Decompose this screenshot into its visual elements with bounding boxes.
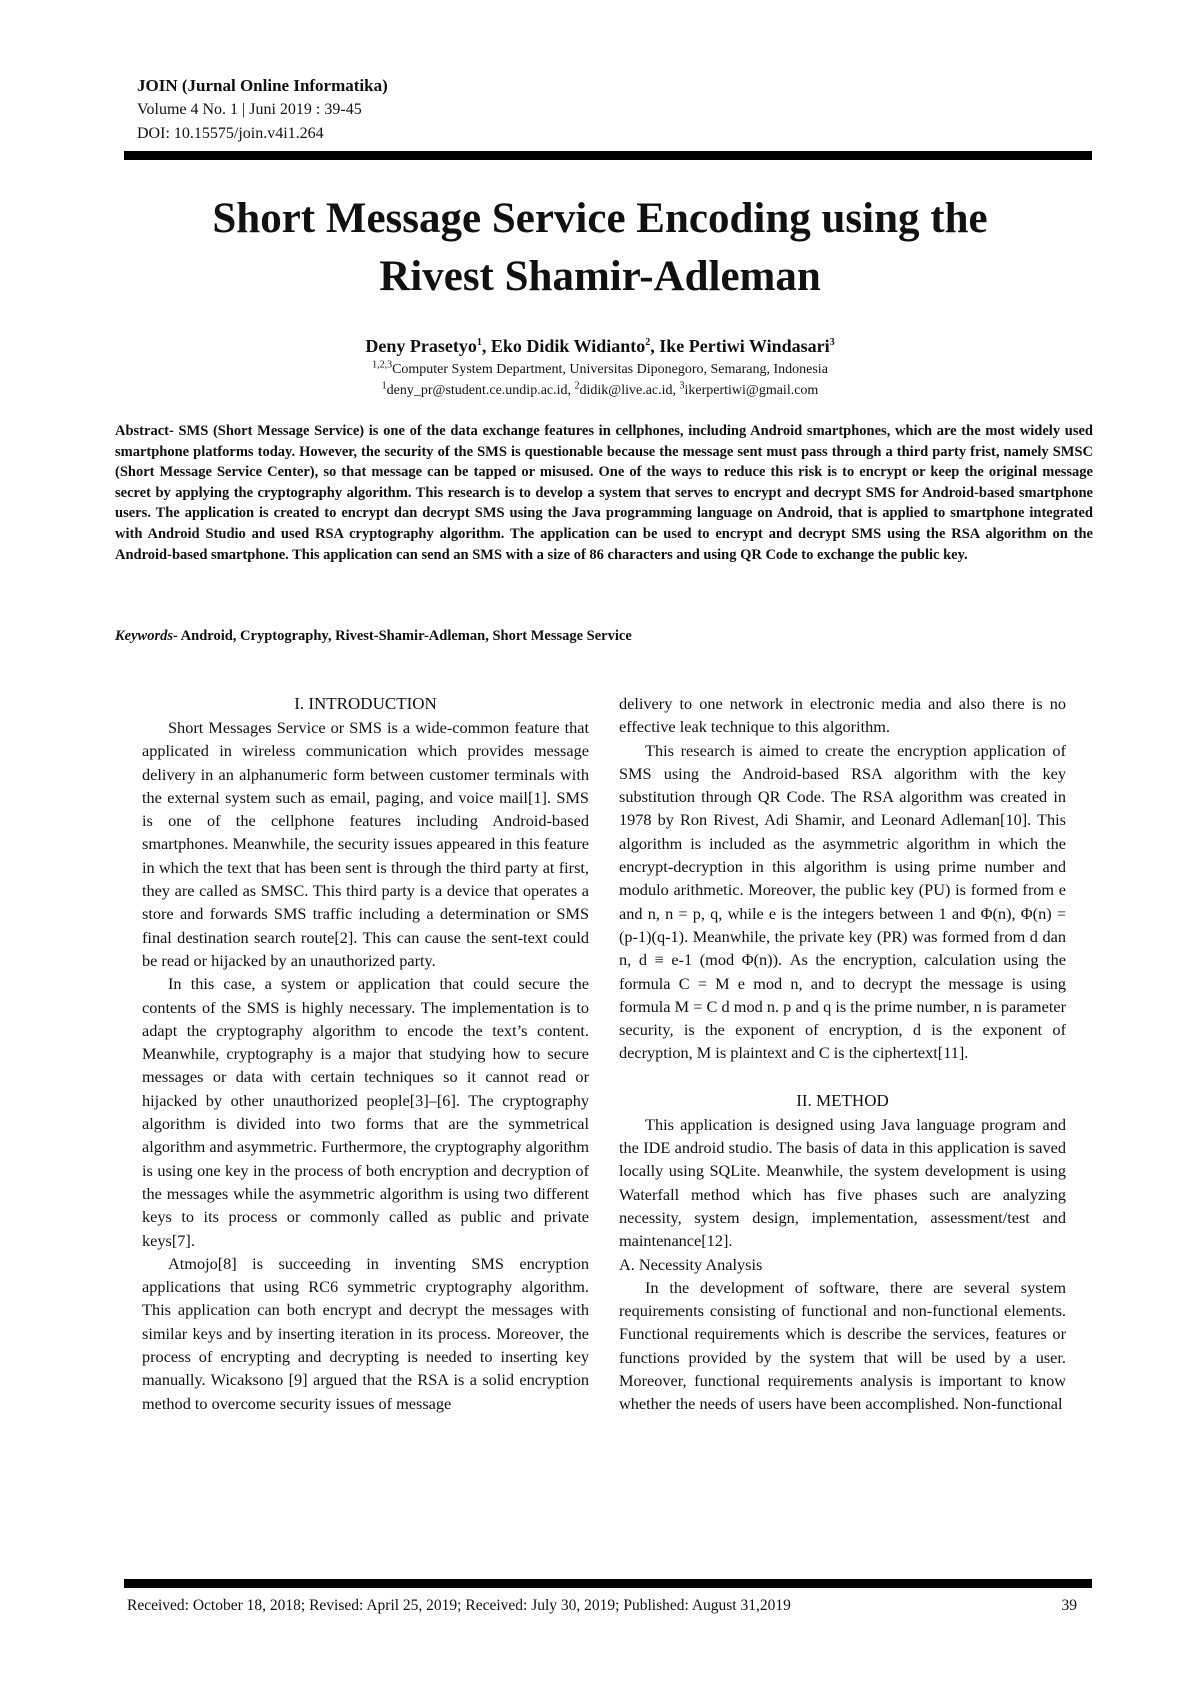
footer-dates: Received: October 18, 2018; Revised: April 25, 2019; Received: July 30, 2019; Published: August 31,2019 (127, 1597, 791, 1614)
email-3-sup: 3 (679, 380, 685, 392)
abstract: Abstract- SMS (Short Message Service) is one of the data exchange features in cellphones, including Android smartphones, which are the most widely used smartphone platforms today. However, the security of the SMS is questionable because the message sent must pass through a third party frist, namely SMSC (Short Message Service Center), so that message can be tapped or misused. One of the ways to reduce this risk is to encrypt or keep the original message secret by applying the cryptography algorithm. This research is to develop a system that serves to encrypt and decrypt SMS for Android-based smartphone users. The application is created to encrypt dan decrypt SMS using the Java programming language on Android, that is applied to smartphone integrated with Android Studio and used RSA cryptography algorithm. The application can be used to encrypt and decrypt SMS using the RSA algorithm on the Android-based smartphone. This application can send an SMS with a size of 86 characters and using QR Code to exchange the public key. (115, 423, 1093, 563)
author-3: Ike Pertiwi Windasari (659, 336, 830, 356)
journal-name: JOIN (Jurnal Online Informatika) (137, 76, 388, 95)
paragraph: delivery to one network in electronic media and also there is no effective leak technique to this algorithm. (619, 694, 1066, 737)
affiliation-text: Computer System Department, Universitas Diponegoro, Semarang, Indonesia (392, 362, 828, 377)
keywords-label: Keywords- (115, 628, 178, 644)
author-list: Deny Prasetyo$^1$, Eko Didik Widianto$^2$, Ike Pertiwi Windasari$^3$ (365, 336, 835, 356)
email-2: didik@live.ac.id, (579, 383, 677, 398)
paragraph: This research is aimed to create the encryption application of SMS using the Android-based RSA algorithm with the key substitution through QR Code. The RSA algorithm was created in 1978 by Ron Rivest, Adi Shamir, and Leonard Adleman[10]. This algorithm is included as the asymmetric algorithm in which the encrypt-decryption in this algorithm is using prime number and modulo arithmetic. Moreover, the public key (PU) is formed from e and n, n = p, q, while e is the integers between 1 and Φ(n), Φ(n) = (p-1)(q-1). Meanwhile, the private key (PR) was formed from d dan n, d ≡ e-1 (mod Φ(n)). As the encryption, calculation using the formula C = M e mod n, and to decrypt the message is using formula M = C d mod n. p and q is the prime number, n is parameter security, is the exponent of encryption, d is the exponent of decryption, M is plaintext and C is the ciphertext[11]. (619, 740, 1066, 1063)
email-3: ikerpertiwi@gmail.com (684, 383, 819, 398)
paper-title (100, 190, 1100, 306)
section-heading-introduction: I. INTRODUCTION (294, 694, 437, 713)
left-column (142, 692, 589, 1415)
journal-doi: DOI: 10.15575/join.v4i1.264 (137, 125, 324, 142)
author-2: Eko Didik Widianto (490, 336, 646, 356)
paragraph: In this case, a system or application that could secure the contents of the SMS is highly necessary. The implementation is to adapt the cryptography algorithm to encode the text’s content. Meanwhile, cryptography is a major that studying how to secure messages or data with certain techniques so it cannot read or hijacked by other unauthorized people[3]–[6]. The cryptography algorithm is divided into two forms that are the symmetrical algorithm and asymmetric. Furthermore, the cryptography algorithm is using one key in the process of both encryption and decryption of the messages while the asymmetric algorithm is using two different keys to its process or commonly called as public and private keys[7]. (142, 974, 589, 1250)
right-column (619, 692, 1066, 1416)
journal-volume: Volume 4 No. 1 | Juni 2019 : 39-45 (137, 101, 362, 118)
affiliation (100, 359, 1100, 380)
subsection-heading-necessity-analysis: A. Necessity Analysis (619, 1254, 763, 1274)
author-1-sup: 1 (476, 337, 482, 348)
keywords-text: Android, Cryptography, Rivest-Shamir-Adleman, Short Message Service (177, 628, 632, 644)
page-number: 39 (1061, 1597, 1077, 1614)
paragraph: Atmojo[8] is succeeding in inventing SMS encryption applications that using RC6 symmetric cryptography algorithm. This application can both encrypt and decrypt the messages with similar keys and by inserting iteration in its process. Moreover, the process of encrypting and decrypting is needed to inserting key manually. Wicaksono [9] argued that the RSA is a solid encryption method to overcome security issues of message (142, 1253, 589, 1413)
paragraph: Short Messages Service or SMS is a wide-common feature that applicated in wireless communication which provides message delivery in an alphanumeric form between customer terminals with the external system such as email, paging, and voice mail[1]. SMS is one of the cellphone features including Android-based smartphones. Meanwhile, the security issues appeared in this feature in which the text that has been sent is through the third party at first, they are called as SMSC. This third party is a device that operates a store and forwards SMS traffic including a determination or SMS final destination search route[2]. This can cause the sent-text could be read or hijacked by an unauthorized party. (142, 718, 589, 970)
email-2-sup: 2 (574, 380, 580, 392)
author-2-sup: 2 (645, 337, 651, 348)
author-1: Deny Prasetyo (365, 336, 477, 356)
keywords (115, 626, 1093, 647)
email-1: deny_pr@student.ce.undip.ac.id, (386, 383, 572, 398)
section-heading-method: II. METHOD (796, 1090, 889, 1110)
page-footer (127, 1595, 1087, 1617)
affiliation-sup: 1,2,3 (372, 359, 393, 371)
title-line-1: Short Message Service Encoding using the (212, 195, 988, 242)
author-emails (100, 380, 1100, 401)
spacer (619, 1065, 1066, 1089)
paragraph: In the development of software, there are several system requirements consisting of functional and non-functional elements. Functional requirements which is describe the services, features or functions provided by the system that will be used by a user. Moreover, functional requirements analysis is important to know whether the needs of users have been accomplished. Non-functional (619, 1277, 1066, 1414)
paragraph: This application is designed using Java language program and the IDE android studio. The basis of data in this application is saved locally using SQLite. Meanwhile, the system development is using Waterfall method which has five phases such are analyzing necessity, system design, implementation, assessment/test and maintenance[12]. (619, 1114, 1066, 1251)
header-rule (124, 151, 1092, 160)
title-line-2: Rivest Shamir-Adleman (379, 253, 821, 300)
journal-header (137, 74, 1037, 146)
author-3-sup: 3 (829, 337, 835, 348)
email-1-sup: 1 (381, 380, 387, 392)
footer-rule (124, 1579, 1092, 1588)
